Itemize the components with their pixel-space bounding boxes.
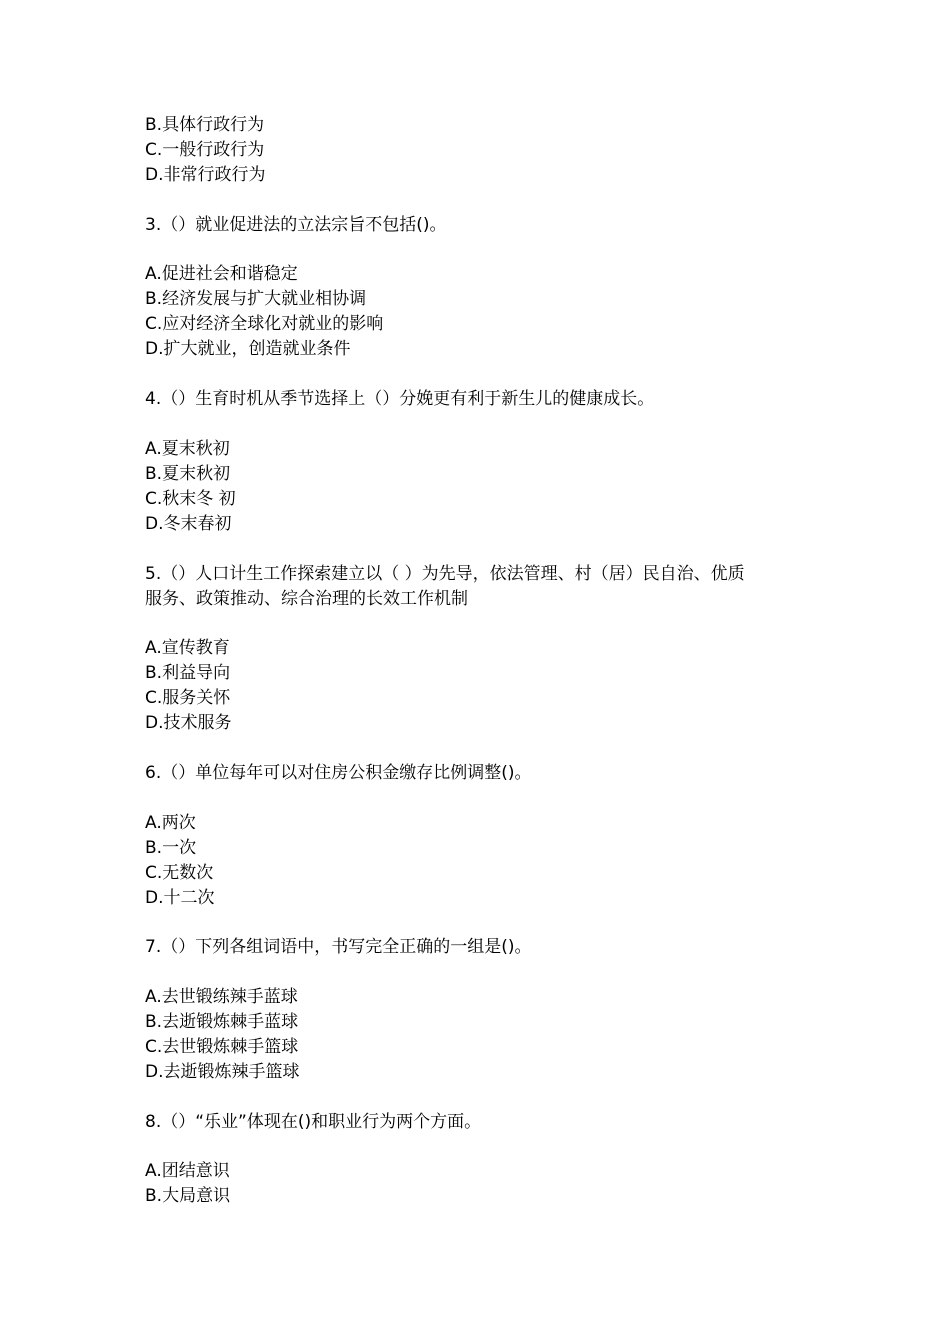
option-q4-a: A.夏末秋初 — [145, 439, 230, 459]
option-q4-d: D.冬末春初 — [145, 514, 232, 534]
option-q5-b: B.利益导向 — [145, 663, 231, 683]
question-6-stem: 6.（）单位每年可以对住房公积金缴存比例调整()。 — [145, 763, 532, 783]
question-7-stem: 7.（）下列各组词语中，书写完全正确的一组是()。 — [145, 937, 532, 957]
option-q6-a: A.两次 — [145, 813, 196, 833]
option-q3-c: C.应对经济全球化对就业的影响 — [145, 314, 384, 334]
option-q2-d: D.非常行政行为 — [145, 165, 266, 185]
option-q6-c: C.无数次 — [145, 863, 214, 883]
option-q8-b: B.大局意识 — [145, 1186, 231, 1206]
option-q3-b: B.经济发展与扩大就业相协调 — [145, 289, 367, 309]
question-3-stem: 3.（）就业促进法的立法宗旨不包括()。 — [145, 215, 447, 235]
question-8-stem: 8.（）“乐业”体现在()和职业行为两个方面。 — [145, 1112, 482, 1132]
option-q5-d: D.技术服务 — [145, 713, 232, 733]
option-q3-a: A.促进社会和谐稳定 — [145, 264, 298, 284]
option-q7-d: D.去逝锻炼辣手篮球 — [145, 1062, 300, 1082]
option-q5-c: C.服务关怀 — [145, 688, 231, 708]
option-q5-a: A.宣传教育 — [145, 638, 230, 658]
option-q2-b: B.具体行政行为 — [145, 115, 265, 135]
option-q4-c: C.秋末冬 初 — [145, 489, 236, 509]
question-5-stem-line2: 服务、政策推动、综合治理的长效工作机制 — [145, 589, 468, 609]
question-5-stem-line1: 5.（）人口计生工作探索建立以（ ）为先导，依法管理、村（居）民自治、优质 — [145, 564, 745, 584]
option-q6-d: D.十二次 — [145, 888, 215, 908]
option-q4-b: B.夏末秋初 — [145, 464, 231, 484]
option-q8-a: A.团结意识 — [145, 1161, 230, 1181]
option-q7-a: A.去世锻练辣手蓝球 — [145, 987, 298, 1007]
option-q7-b: B.去逝锻炼棘手蓝球 — [145, 1012, 299, 1032]
option-q7-c: C.去世锻炼棘手篮球 — [145, 1037, 299, 1057]
question-4-stem: 4.（）生育时机从季节选择上（）分娩更有利于新生儿的健康成长。 — [145, 389, 655, 409]
option-q3-d: D.扩大就业，创造就业条件 — [145, 339, 351, 359]
option-q6-b: B.一次 — [145, 838, 197, 858]
option-q2-c: C.一般行政行为 — [145, 140, 265, 160]
